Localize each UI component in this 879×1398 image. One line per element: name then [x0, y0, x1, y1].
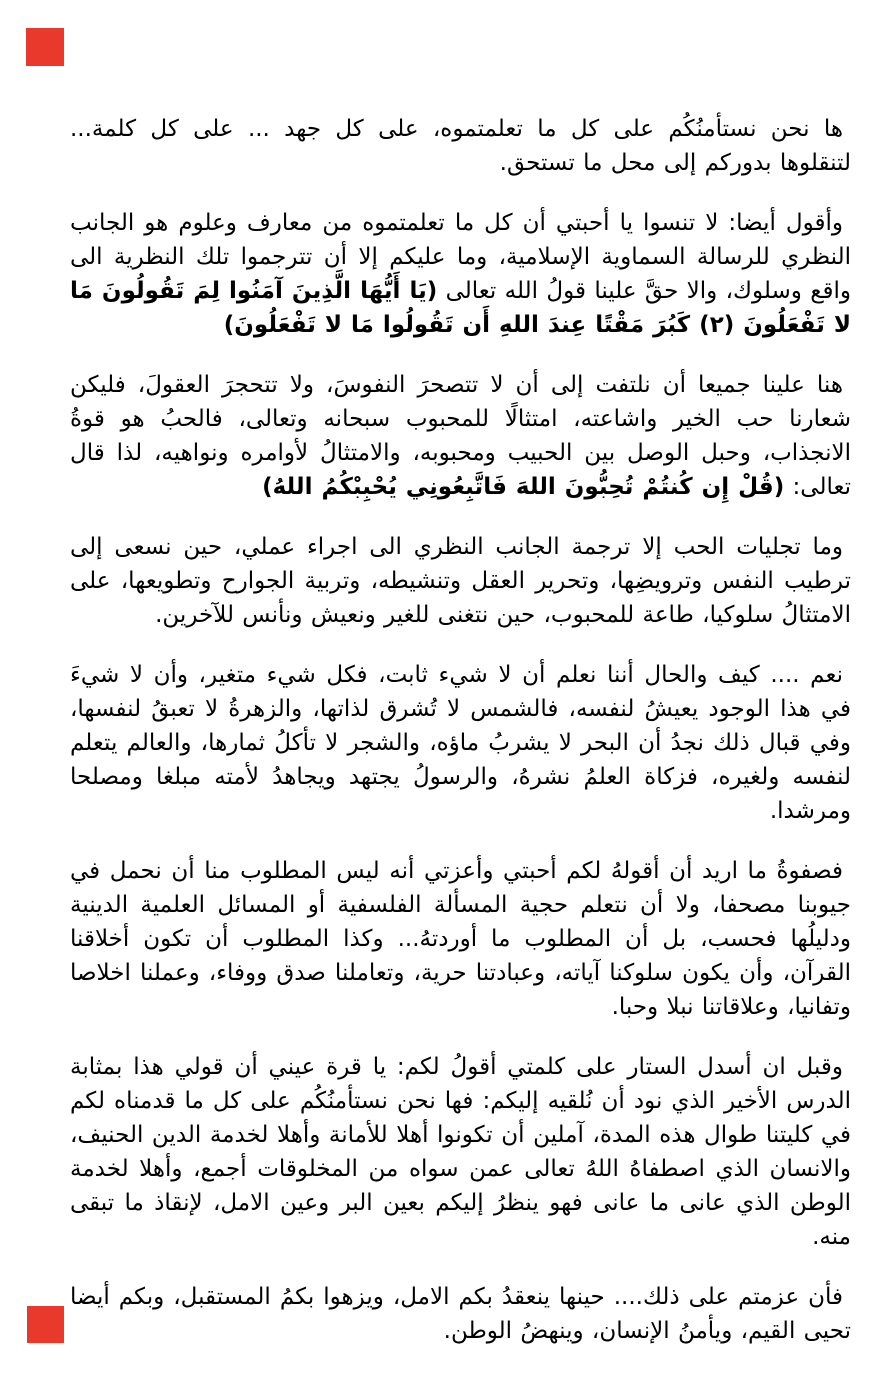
red-corner-marker-bottom-left	[27, 1306, 64, 1343]
paragraph-7	[70, 1050, 851, 1254]
paragraph-text: نعم .... كيف والحال أننا نعلم أن لا شيء ثابت، فكل شيء متغير، وأن لا شيءَ في هذا الوجود يعيشُ لنفسه، فالشمس لا تُشرق لذاتها، والزهرةُ لا تعبقُ لنفسها، وفي قبال ذلك نجدُ أن البحر لا يشربُ ماؤه، والشجر لا تأكلُ ثمارها، والعالم يتعلم لنفسه ولغيره، فزكاة العلمُ نشرهُ، والرسولُ يجتهد ويجاهدُ لأمته مبلغا ومصلحا ومرشدا.	[70, 662, 851, 824]
paragraph-2	[70, 206, 851, 342]
paragraph-text: وأقول أيضا: لا تنسوا يا أحبتي أن كل ما تعلمتموه من معارف وعلوم هو الجانب النظري للرسالة السماوية الإسلامية، وما عليكم إلا أن تترجموا تلك النظرية الى واقع وسلوك، والا حقَّ علينا قولُ الله تعالى	[70, 210, 851, 304]
quran-verse-imran: (قُلْ إِن كُنتُمْ تُحِبُّونَ اللهَ فَاتَّبِعُونِي يُحْبِبْكُمُ اللهُ)	[262, 474, 785, 500]
document-body	[70, 112, 851, 1348]
quran-verse-saff: (يَا أَيُّهَا الَّذِينَ آمَنُوا لِمَ تَقُولُونَ مَا لا تَفْعَلُونَ (٢) كَبُرَ مَقْتًا عِندَ اللهِ أَن تَقُولُوا مَا لا تَفْعَلُونَ)	[70, 278, 851, 338]
red-corner-marker-top-left	[26, 28, 64, 66]
paragraph-text: فأن عزمتم على ذلك.... حينها ينعقدُ بكم الامل، ويزهوا بكمُ المستقبل، وبكم أيضا تحيى القيم، ويأمنُ الإنسان، وينهضُ الوطن.	[70, 1284, 851, 1344]
paragraph-6	[70, 854, 851, 1024]
paragraph-1	[70, 112, 851, 180]
paragraph-text: ها نحن نستأمنُكُم على كل ما تعلمتموه، على كل جهد ... على كل كلمة... لتنقلوها بدوركم إلى محل ما تستحق.	[70, 116, 851, 176]
paragraph-text: هنا علينا جميعا أن نلتفت إلى أن لا تتصحرَ النفوسَ، ولا تتحجرَ العقولَ، فليكن شعارنا حب الخير واشاعته، امتثالًا للمحبوب سبحانه وتعالى، فالحبُ هو قوةُ الانجذاب، وحبل الوصل بين الحبيب ومحبوبه، والامتثالُ لأوامره ونواهيه، لذا قال تعالى:	[70, 372, 851, 500]
paragraph-4	[70, 530, 851, 632]
paragraph-8	[70, 1280, 851, 1348]
paragraph-text: وما تجليات الحب إلا ترجمة الجانب النظري الى اجراء عملي، حين نسعى إلى ترطيب النفس وترويضِها، وتحرير العقل وتنشيطه، وتربية الجوارح وتطويعها، على الامتثالُ سلوكيا، طاعة للمحبوب، حين نتغنى للغير ونعيش ونأنس للآخرين.	[70, 534, 851, 628]
paragraph-text: وقبل ان أسدل الستار على كلمتي أقولُ لكم: يا قرة عيني أن قولي هذا بمثابة الدرس الأخير الذي نود أن نُلقيه إليكم: فها نحن نستأمنُكُم على كل ما قدمناه لكم في كليتنا طوال هذه المدة، آملين أن تكونوا أهلا للأمانة وأهلا لخدمة الدين الحنيف، والانسان الذي اصطفاهُ اللهُ تعالى عمن سواه من المخلوقات أجمع، وأهلا لخدمة الوطن الذي عانى ما عانى فهو ينظرُ إليكم بعين البر وعين الامل، لإنقاذ ما تبقى منه.	[70, 1054, 851, 1250]
paragraph-3	[70, 368, 851, 504]
paragraph-text: فصفوةُ ما اريد أن أقولهُ لكم أحبتي وأعزتي أنه ليس المطلوب منا أن نحمل في جيوبنا مصحفا، ولا أن نتعلم حجية المسألة الفلسفية أو المسائل العلمية الدينية ودليلُها فحسب، بل أن المطلوب ما أوردتهُ... وكذا المطلوب أن تكون أخلاقنا القرآن، وأن يكون سلوكنا آياته، وعبادتنا حرية، وتعاملنا صدق ووفاء، وعملنا اخلاصا وتفانيا، وعلاقاتنا نبلا وحبا.	[70, 858, 851, 1020]
paragraph-5	[70, 658, 851, 828]
